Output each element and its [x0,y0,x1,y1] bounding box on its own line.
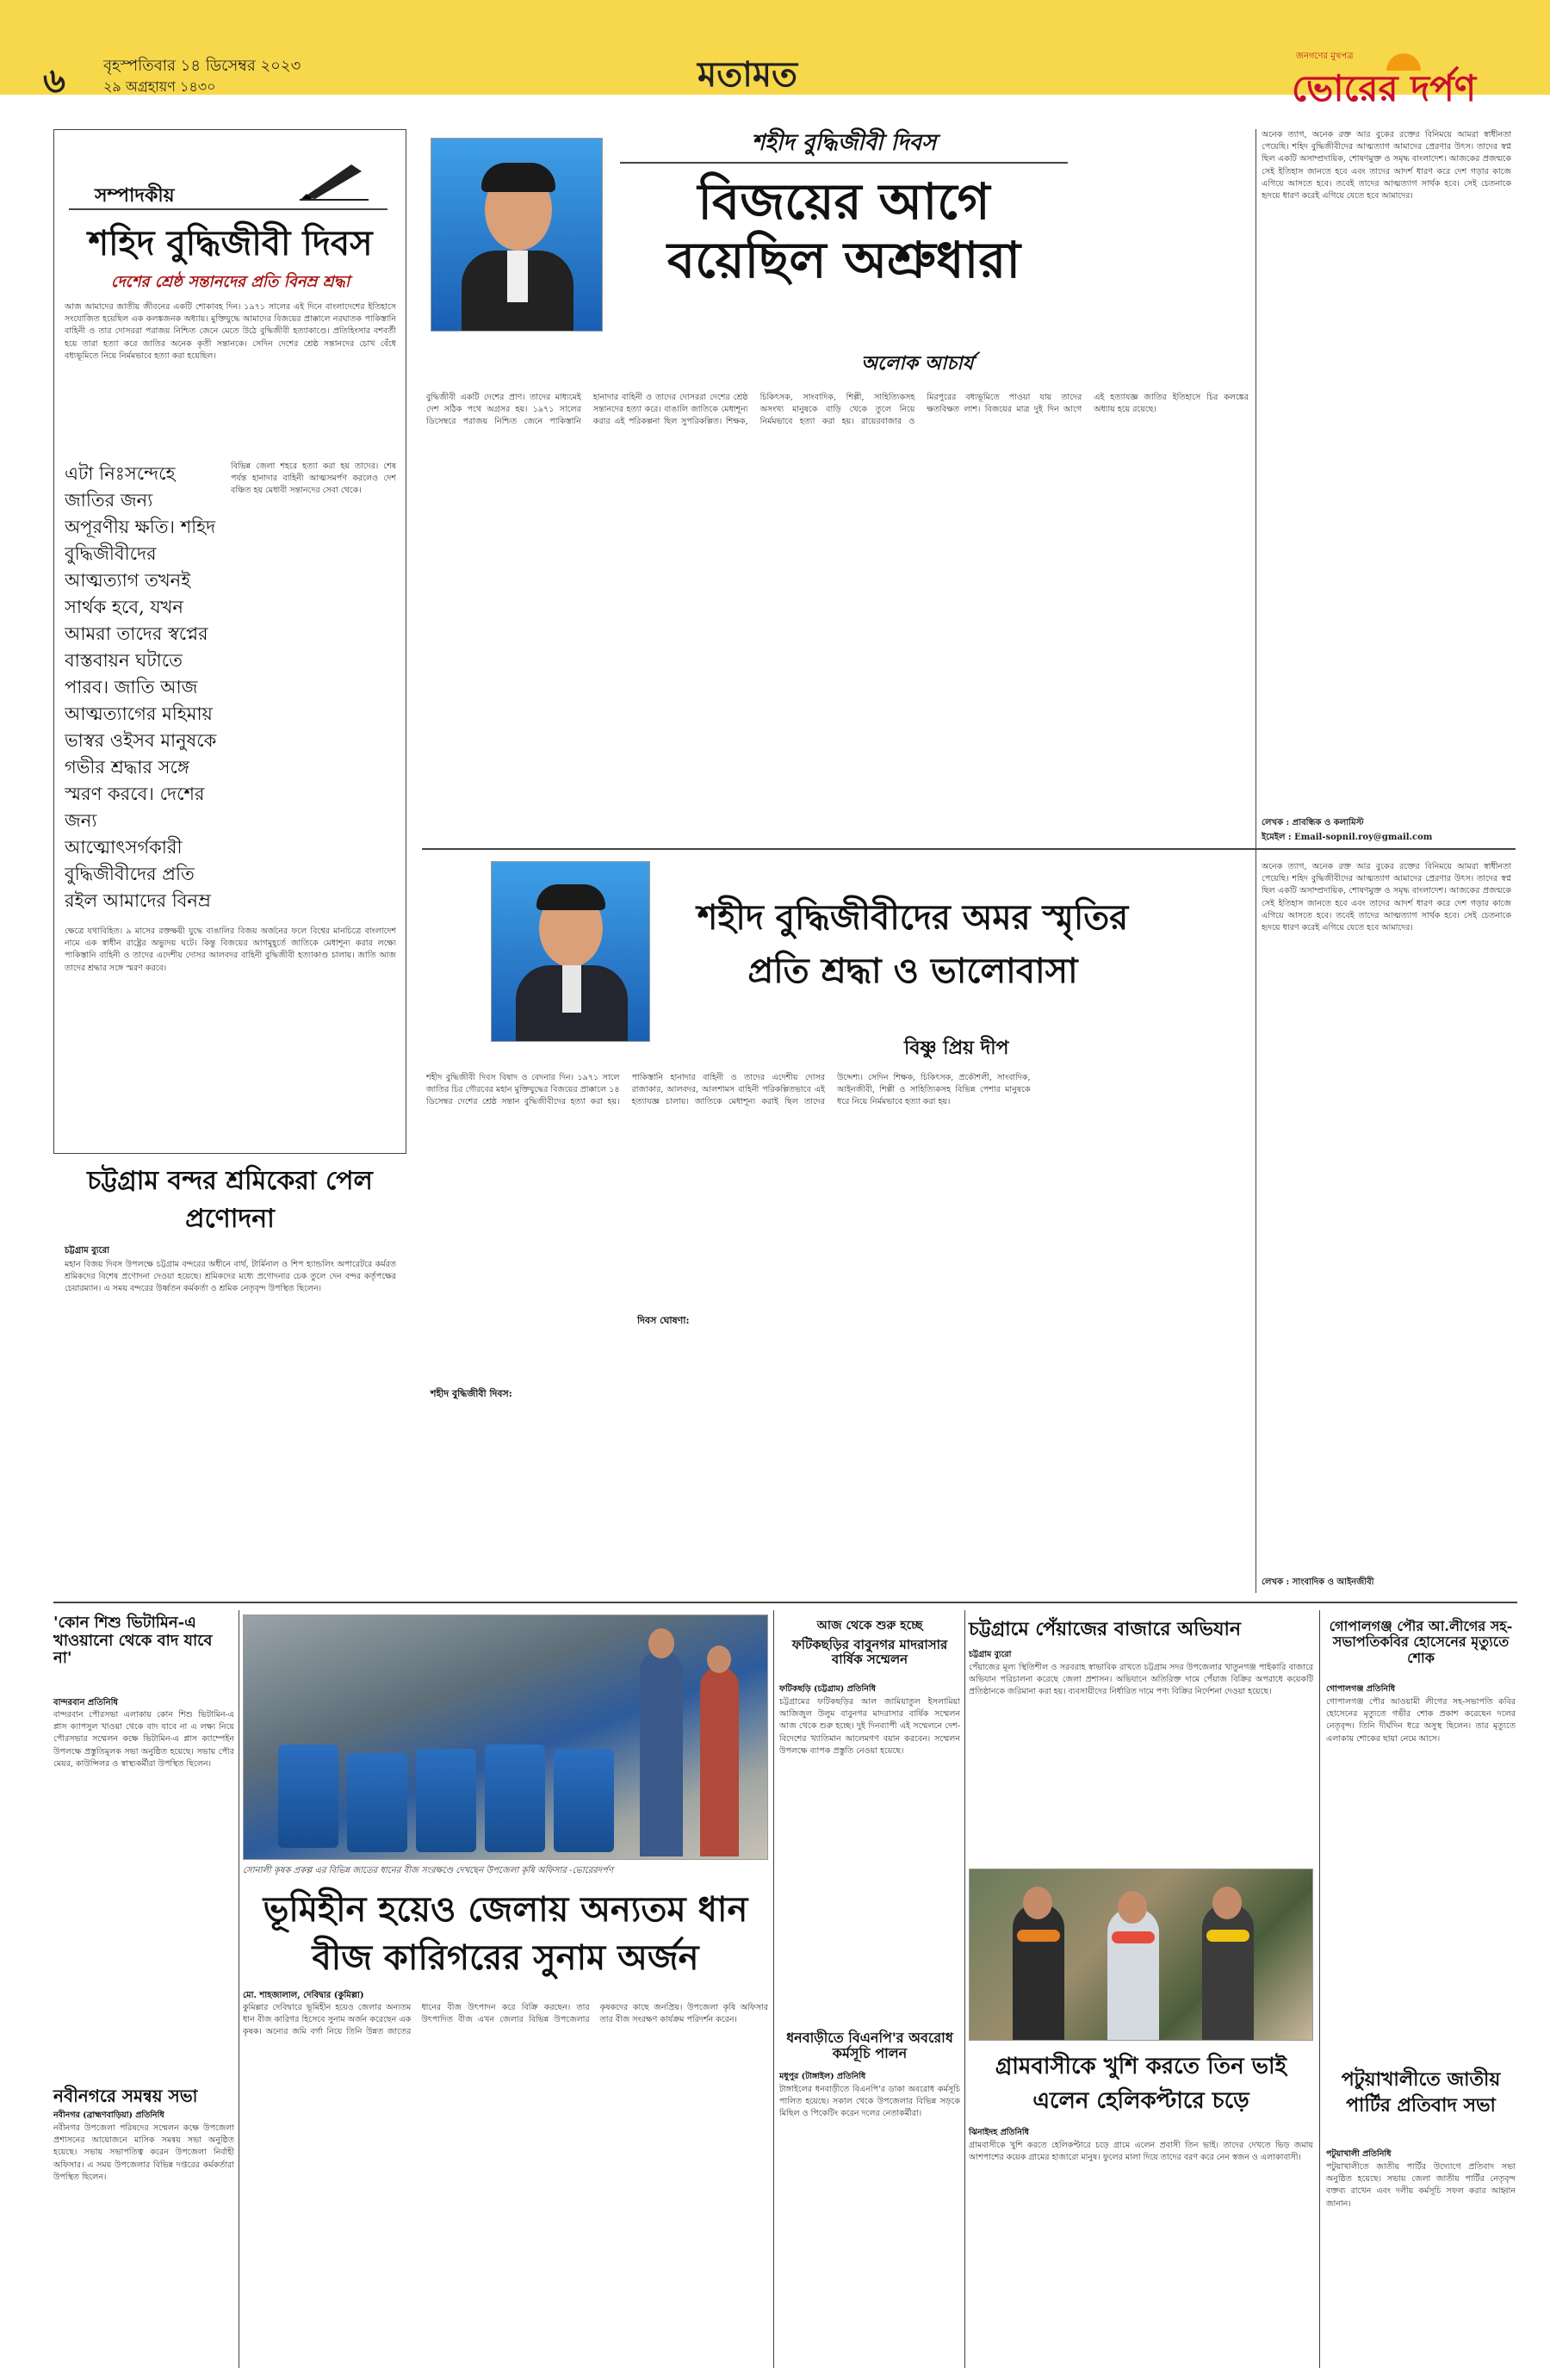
editorial-body-bottom: ক্ষেত্রে যথাবিহিত। ৯ মাসের রক্তক্ষয়ী যুদ্ধে বাঙালির বিজয় অর্জনের ফলে বিশ্বের মানচিত্রে বাংলাদেশ নামে এক স্বাধীন রাষ্ট্রের অভ্যুদয় ঘটে। কিন্তু বিজয়ের আগমুহূর্তে জাতিকে মেধাশূন্য করার লক্ষ্যে পাকিস্তানি বাহিনী ও তাদের এদেশীয় দোসর আলবদর বাহিনী বুদ্ধিজীবী হত্যাকাণ্ড চালায়। জাতি আজ তাদের শ্রদ্ধার সঙ্গে স্মরণ করবে। [65,927,396,973]
port-news-title: চট্টগ্রাম বন্দর শ্রমিকেরা পেল প্রণোদনা [87,1166,373,1234]
article2-subhead-2: দিবস ঘোষণা: [637,1315,690,1326]
helicopter-news-dateline: ঝিনাইদহ প্রতিনিধি [969,2128,1029,2137]
dhanbari-news-body: টাঙ্গাইলের ধনবাড়ীতে বিএনপি'র ডাকা অবরোধ কর্মসূচি পালিত হয়েছে। সকাল থেকে উপজেলার বিভিন্ন সড়কে মিছিল ও পিকেটিং করেন দলের নেতাকর্মীরা। [779,2085,960,2119]
onion-news-dateline: চট্টগ্রাম ব্যুরো [969,1650,1012,1659]
article2-footer: লেখক : সাংবাদিক ও আইনজীবী [1262,1577,1374,1587]
page-number: ৬ [43,60,66,101]
port-news-dateline: চট্টগ্রাম ব্যুরো [65,1246,110,1255]
section-title: মতামত [698,54,798,95]
madrasa-kicker: আজ থেকে শুরু হচ্ছে [816,1619,923,1633]
gopalganj-news-body: গোপালগঞ্জ পৌর আওয়ামী লীগের সহ-সভাপতি কবির হোসেনের মৃত্যুতে গভীর শোক প্রকাশ করেছেন দলের নেতৃবৃন্দ। তিনি দীর্ঘদিন ধরে অসুস্থ ছিলেন। তার মৃত্যুতে এলাকায় শোকের ছায়া নেমে আসে। [1326,1697,1516,1744]
nabinagar-title: নবীনগরে সমন্বয় সভা [53,2086,198,2106]
helicopter-news-body: গ্রামবাসীকে খুশি করতে হেলিকপ্টারে চড়ে গ্রামে এলেন প্রবাসী তিন ভাই। তাদের দেখতে ভিড় জমায় আশপাশের কয়েক গ্রামের হাজারো মানুষ। ফুলের মালা দিয়ে তাদের বরণ করে নেন স্বজন ও এলাকাবাসী। [969,2141,1313,2163]
column-rule [964,1610,965,2368]
dhanbari-news-title: ধনবাড়ীতে বিএনপি'র অবরোধ কর্মসূচি পালন [786,2030,953,2062]
editorial-subtitle: দেশের শ্রেষ্ঠ সন্তানদের প্রতি বিনম্র শ্রদ্ধা [110,273,350,291]
editorial-body: আজ আমাদের জাতীয় জীবনের একটি শোকাবহ দিন। ১৯৭১ সালের এই দিনে বাংলাদেশের ইতিহাসে সংযোজিত হয়েছিল এক কলঙ্কজনক অধ্যায়। মুক্তিযুদ্ধে আমাদের বিজয়ের প্রাক্কালে নরঘাতক পাকিস্তানি বাহিনী ও তার দোসররা পরাজয় নিশ্চিত জেনে মেতে উঠে বুদ্ধিজীবী হত্যাকাণ্ডে। প্রতিহিংসার বশবর্তী হয়ে তারা হত্যা করে জাতির অনেক কৃতী সন্তানকে। সেদিন দেশের শ্রেষ্ঠ সন্তানদের চোখ বেঁধে বধ্যভূমিতে নিয়ে নির্মমভাবে হত্যা করা হয়েছিল। [65,302,396,361]
editorial-pullquote: এটা নিঃসন্দেহে জাতির জন্য অপূরণীয় ক্ষতি। শহিদ বুদ্ধিজীবীদের আত্মত্যাগ তখনই সার্থক হবে, যখন আমরা তাদের স্বপ্নের বাস্তবায়ন ঘটাতে পারব। জাতি আজ আত্মত্যাগের মহিমায় ভাস্বর ওইসব মানুষকে গভীর শ্রদ্ধার সঙ্গে স্মরণ করবে। দেশের জন্য আত্মোৎসর্গকারী বুদ্ধিজীবীদের প্রতি রইল আমাদের বিনম্র [65,463,217,911]
newspaper-logo: ভোরের দর্পণ [1292,67,1477,109]
nabinagar-body: নবীনগর উপজেলা পরিষদের সম্মেলন কক্ষে উপজেলা প্রশাসনের আয়োজনে মাসিক সমন্বয় সভা অনুষ্ঠিত হয়েছে। সভায় সভাপতিত্ব করেন উপজেলা নির্বাহী অফিসার। এ সময় উপজেলার বিভিন্ন দপ্তরের কর্মকর্তারা উপস্থিত ছিলেন। [53,2123,234,2182]
onion-news-title: চট্টগ্রামে পেঁয়াজের বাজারে অভিযান [969,1618,1242,1640]
article1-title: বিজয়ের আগে বয়েছিল অশ্রুধারা [666,172,1021,289]
madrasa-news-title: ফটিকছড়ির বাবুনগর মাদরাসার বার্ষিক সম্মেলন [791,1637,948,1668]
column-rule [1319,1610,1320,2368]
article2-body-right: অনেক ত্যাগ, অনেক রক্ত আর বুকের রক্তের বিনিময়ে আমরা স্বাধীনতা পেয়েছি। শহিদ বুদ্ধিজীবীদের আত্মত্যাগ আমাদের প্রেরণার উৎস। তাদের স্বপ্ন ছিল একটি অসাম্প্রদায়িক, শোষণমুক্ত ও সমৃদ্ধ বাংলাদেশ। আজকের প্রজন্মকে সেই ইতিহাস জানতে হবে এবং তাদের আদর্শ ধারণ করে দেশ গড়ার কাজে এগিয়ে আসতে হবে। তবেই তাদের আত্মত্যাগ সার্থক হবে। সেই চেতনাকে হৃদয়ে ধারণ করেই এগিয়ে যেতে হবে আমাদের। [1262,862,1511,933]
editorial-label: সম্পাদকীয় [95,184,175,207]
helicopter-news-title: গ্রামবাসীকে খুশি করতে তিন ভাই এলেন হেলিকপ্টারে চড়ে [995,2054,1287,2114]
article1-footer: লেখক : প্রাবন্ধিক ও কলামিস্ট [1262,818,1364,827]
onion-news-body: পেঁয়াজের মূল্য স্থিতিশীল ও সরবরাহ স্বাভাবিক রাখতে চট্টগ্রাম সদর উপজেলার খাতুনগঞ্জ পাইকারি বাজারে অভিযান পরিচালনা করেছে জেলা প্রশাসন। অভিযানে অতিরিক্ত দামে পেঁয়াজ বিক্রির অপরাধে কয়েকটি প্রতিষ্ঠানকে জরিমানা করা হয়। ব্যবসায়ীদের নির্ধারিত দামে পণ্য বিক্রির নির্দেশনা দেওয়া হয়েছে। [969,1663,1313,1697]
author-photo-bishnu [491,861,650,1042]
article2-author: বিষ্ণু প্রিয় দীপ [904,1037,1009,1059]
article1-author: অলোক আচার্য [861,352,974,375]
patuakhali-news-dateline: পটুয়াখালী প্রতিনিধি [1326,2149,1392,2159]
logo-tagline: জনগণের মুখপত্র [1296,52,1354,61]
article1-body-right: অনেক ত্যাগ, অনেক রক্ত আর বুকের রক্তের বিনিময়ে আমরা স্বাধীনতা পেয়েছি। শহিদ বুদ্ধিজীবীদের আত্মত্যাগ আমাদের প্রেরণার উৎস। তাদের স্বপ্ন ছিল একটি অসাম্প্রদায়িক, শোষণমুক্ত ও সমৃদ্ধ বাংলাদেশ। আজকের প্রজন্মকে সেই ইতিহাস জানতে হবে এবং তাদের আদর্শ ধারণ করে দেশ গড়ার কাজে এগিয়ে আসতে হবে। তবেই তাদের আত্মত্যাগ সার্থক হবে। সেই চেতনাকে হৃদয়ে ধারণ করেই এগিয়ে যেতে হবে আমাদের। [1262,130,1511,201]
nabinagar-dateline: নবীনগর (ব্রাহ্মণবাড়িয়া) প্রতিনিধি [53,2110,164,2120]
article1-bottom-rule [422,848,1516,850]
article2-subhead-1: শহীদ বুদ্ধিজীবী দিবস: [431,1388,512,1399]
madrasa-news-dateline: ফটিকছড়ি (চট্টগ্রাম) প্রতিনিধি [779,1684,876,1694]
patuakhali-news-body: পটুয়াখালীতে জাতীয় পার্টির উদ্যোগে প্রতিবাদ সভা অনুষ্ঠিত হয়েছে। সভায় জেলা জাতীয় পার্টির নেতৃবৃন্দ বক্তব্য রাখেন এবং দলীয় কর্মসূচি সফল করার আহ্বান জানান। [1326,2162,1516,2209]
article1-kicker: শহীদ বুদ্ধিজীবী দিবস [751,130,937,156]
port-news-body: মহান বিজয় দিবস উপলক্ষে চট্টগ্রাম বন্দরের অধীনে বার্থ, টার্মিনাল ও শিপ হ্যান্ডলিং অপারেটরে কর্মরত শ্রমিকদের বিশেষ প্রণোদনা দেওয়া হয়েছে। শ্রমিকদের মধ্যে প্রণোদনার চেক তুলে দেন বন্দর কর্তৃপক্ষের চেয়ারম্যান। এ সময় বন্দরের উর্ধ্বতন কর্মকর্তা ও শ্রমিক নেতৃবৃন্দ উপস্থিত ছিলেন। [65,1260,396,1294]
seed-news-body: কুমিল্লার দেবিদ্বারে ভূমিহীন হয়েও জেলার অন্যতম ধান বীজ কারিগর হিসেবে সুনাম অর্জন করেছেন এক কৃষক। অন্যের জমি বর্গা নিয়ে তিনি উন্নত জাতের ধানের বীজ উৎপাদন করে বিক্রি করছেন। তার উৎপাদিত বীজ এখন জেলার বিভিন্ন উপজেলার কৃষকদের কাছে জনপ্রিয়। উপজেলা কৃষি অফিসার তার বীজ সংরক্ষণ কার্যক্রম পরিদর্শন করেন। [243,2003,768,2037]
article2-body: শহীদ বুদ্ধিজীবী দিবস বিষাদ ও বেদনার দিন। ১৯৭১ সালে জাতির চির গৌরবের মহান মুক্তিযুদ্ধের বিজয়ের প্রাক্কালে ১৪ ডিসেম্বর দেশের শ্রেষ্ঠ সন্তান বুদ্ধিজীবীদের হত্যা করা হয়। পাকিস্তানি হানাদার বাহিনী ও তাদের এদেশীয় দোসর রাজাকার, আলবদর, আলশামস বাহিনী পরিকল্পিতভাবে এই হত্যাযজ্ঞ চালায়। জাতিকে মেধাশূন্য করাই ছিল তাদের উদ্দেশ্য। সেদিন শিক্ষক, চিকিৎসক, প্রকৌশলী, সাংবাদিক, আইনজীবী, শিল্পী ও সাহিত্যিকসহ বিভিন্ন পেশার মানুষকে ধরে নিয়ে নির্মমভাবে হত্যা করা হয়। [426,1073,1031,1107]
vitamin-news-body: বান্দরবান পৌরসভা এলাকায় কোন শিশু ভিটামিন-এ প্লাস ক্যাপসুল খাওয়া থেকে বাদ যাবে না এ লক্ষ্য নিয়ে পৌরসভার সম্মেলন কক্ষে ভিটামিন-এ প্লাস ক্যাম্পেইন উপলক্ষে প্রস্তুতিমূলক সভা অনুষ্ঠিত হয়েছে। সভায় পৌর মেয়র, কাউন্সিলর ও স্বাস্থ্যকর্মীরা উপস্থিত ছিলেন। [53,1710,234,1769]
lower-section-rule [53,1602,1517,1603]
author-photo-alok [431,138,603,332]
date-bengali: ২৯ অগ্রহায়ণ ১৪৩০ [103,78,216,95]
article1-body: বুদ্ধিজীবী একটি দেশের প্রাণ। তাদের মাধ্যমেই দেশ সঠিক পথে অগ্রসর হয়। ১৯৭১ সালের ডিসেম্বরে পরাজয় নিশ্চিত জেনে পাকিস্তানি হানাদার বাহিনী ও তাদের দোসররা দেশের শ্রেষ্ঠ সন্তানদের হত্যা করে। বাঙালি জাতিকে মেধাশূন্য করার এই পরিকল্পনা ছিল সুপরিকল্পিত। শিক্ষক, চিকিৎসক, সাংবাদিক, শিল্পী, সাহিত্যিকসহ অসংখ্য মানুষকে বাড়ি থেকে তুলে নিয়ে নির্মমভাবে হত্যা করা হয়। রায়েরবাজার ও মিরপুরের বধ্যভূমিতে পাওয়া যায় তাদের ক্ষতবিক্ষত লাশ। বিজয়ের মাত্র দুই দিন আগে এই হত্যাযজ্ঞ জাতির ইতিহাসে চির কলঙ্কের অধ্যায় হয়ে রয়েছে। [426,393,1249,427]
dhanbari-news-dateline: মধুপুর (টাঙ্গাইল) প্রতিনিধি [779,2072,866,2081]
article1-kicker-line [620,162,1068,164]
date-gregorian: বৃহস্পতিবার ১৪ ডিসেম্বর ২০২৩ [103,57,301,75]
editorial-body-right: বিভিন্ন জেলা শহরে হত্যা করা হয় তাদের। শেষ পর্যন্ত হানাদার বাহিনী আত্মসমর্পণ করলেও দেশ বঞ্চিত হয় মেধাবী সন্তানদের সেবা থেকে। [231,462,396,496]
article2-title: শহীদ বুদ্ধিজীবীদের অমর স্মৃতির প্রতি শ্রদ্ধা ও ভালোবাসা [697,897,1129,991]
gopalganj-news-title: গোপালগঞ্জ পৌর আ.লীগের সহ-সভাপতিকবির হোসেনের মৃত্যুতে শোক [1329,1618,1513,1666]
gopalganj-news-dateline: গোপালগঞ্জ প্রতিনিধি [1326,1684,1396,1694]
editorial-divider [69,208,388,210]
seed-photo-caption: সোনালী কৃষক প্রকল্প এর বিভিন্ন জাতের ধানের বীজ সংরক্ষণ্ডে দেখছেন উপজেলা কৃষি অফিসার -ভোরেরদর্পণ [243,1866,613,1875]
madrasa-news-body: চট্টগ্রামের ফটিকছড়ির আল জামিয়াতুল ইসলামিয়া আজিজুল উলুম বাবুনগর মাদরাসার বার্ষিক সম্মেলন আজ থেকে শুরু হচ্ছে। দুই দিনব্যাপী এই সম্মেলনে দেশ-বিদেশের খ্যাতিমান আলেমগণ বয়ান করবেন। সম্মেলন উপলক্ষে ব্যাপক প্রস্তুতি নেওয়া হয়েছে। [779,1697,960,1756]
seed-news-dateline: মো. শাহজালাল, দেবিদ্বার (কুমিল্লা) [243,1991,364,2000]
column-rule [773,1610,774,2368]
vitamin-news-dateline: বান্দরবান প্রতিনিধি [53,1698,119,1708]
article1-email: ইমেইল : Email-sopnil.roy@gmail.com [1262,833,1433,842]
patuakhali-news-title: পটুয়াখালীতে জাতীয় পার্টির প্রতিবাদ সভা [1341,2068,1501,2117]
seed-news-title: ভূমিহীন হয়েও জেলায় অন্যতম ধান বীজ কারিগরের সুনাম অর্জন [263,1889,748,1978]
vitamin-news-title: 'কোন শিশু ভিটামিন-এ খাওয়ানো থেকে বাদ যাবে না' [53,1614,213,1668]
editorial-title: শহিদ বুদ্ধিজীবী দিবস [88,223,373,263]
seed-storage-photo [243,1615,768,1860]
pen-icon [300,159,369,201]
helicopter-brothers-photo [969,1869,1313,2041]
